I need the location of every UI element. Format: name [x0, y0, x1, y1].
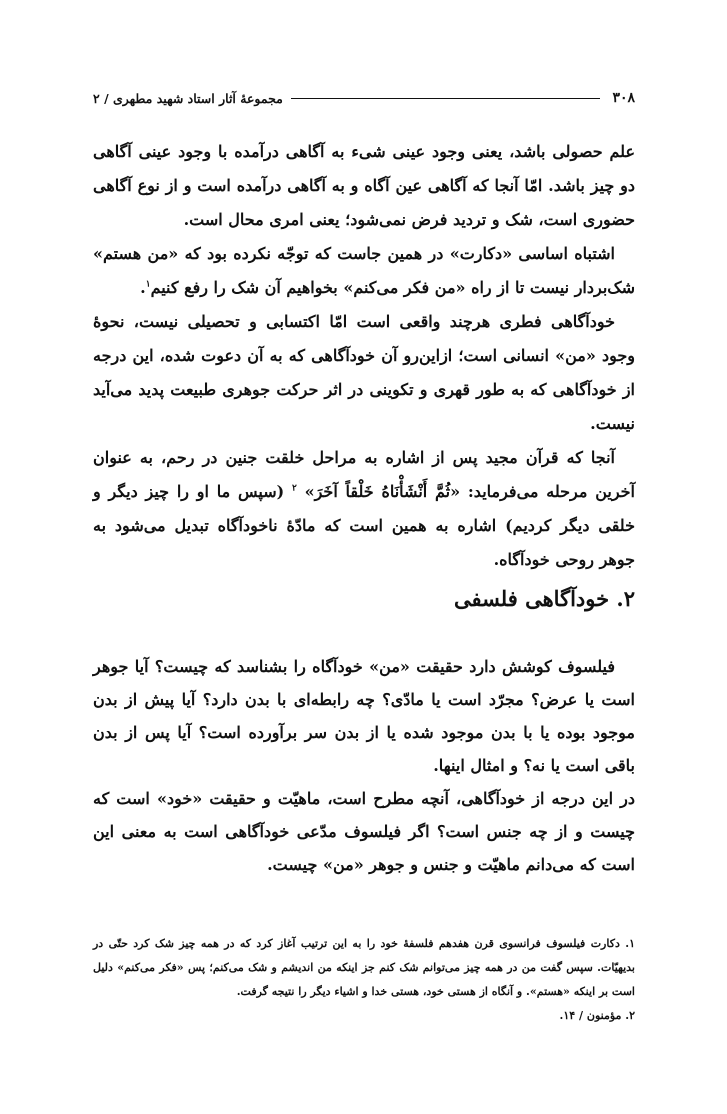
paragraph-text: (سپس ما او را چیز دیگر و خلقی دیگر کردیم) اشاره به همین است که مادّهٔ ناخودآگاه تبدیل می‌شود به جوهر روحی خودآگاه. — [93, 482, 635, 569]
period: . — [140, 278, 146, 297]
paragraph: فیلسوف کوشش دارد حقیقت «من» خودآگاه را بشناسد که چیست؟ آیا جوهر است یا عرض؟ مجرّد است یا مادّی؟ چه رابطه‌ای با بدن دارد؟ آیا پیش از بدن موجود بوده یا با بدن موجود شده یا از بدن سر برآورده است؟ آیا پس از بدن باقی است یا نه؟ و امثال اینها. — [93, 657, 635, 775]
paragraph — [93, 237, 635, 305]
paragraph: در این درجه از خودآگاهی، آنچه مطرح است، ماهیّت و حقیقت «خود» است که چیست و از چه جنس است؟ اگر فیلسوف مدّعی خودآگاهی است به معنی این است که می‌دانم ماهیّت و جنس و جوهر «من» چیست. — [93, 789, 635, 874]
paragraph-text: اشتباه اساسی «دکارت» در همین جاست که توجّه نکرده بود که «من هستم» شک‌بردار نیست تا از راه «من فکر می‌کنم» بخواهیم آن شک را رفع کنیم — [93, 244, 635, 297]
paragraph-text: آنجا که قرآن مجید پس از اشاره به مراحل خلقت جنین در رحم، به عنوان آخرین مرحله می‌فرماید: «ثُمَّ أَنْشَأْنَاهُ خَلْقاً آخَرَ» — [93, 448, 635, 501]
page-number: ۳۰۸ — [612, 90, 635, 106]
footnote-ref[interactable]: ۱ — [145, 279, 151, 290]
running-title: مجموعهٔ آثار استاد شهید مطهری / ۲ — [93, 90, 283, 106]
page-header — [93, 88, 635, 108]
paragraph: خودآگاهی فطری هرچند واقعی است امّا اکتسابی و تحصیلی نیست، نحوهٔ وجود «من» انسانی است؛ ازاین‌رو آن خودآگاهی که به آن دعوت شده، این درجه از خودآگاهی که به طور قهری و تکوینی در اثر حرکت جوهری طبیعت پدید می‌آید نیست. — [93, 312, 635, 433]
section-text — [93, 650, 635, 881]
paragraph — [93, 441, 635, 577]
main-text — [93, 135, 635, 577]
section-heading: ۲. خودآگاهی فلسفی — [453, 586, 635, 611]
footnote-ref[interactable]: ۲ — [291, 483, 297, 494]
header-rule — [291, 98, 601, 99]
paragraph: علم حصولی باشد، یعنی وجود عینی شیء به آگاهی درآمده با وجود عینی آگاهی دو چیز باشد. امّا آنجا که آگاهی عین آگاه و به آگاهی درآمده است و از نوع آگاهی حضوری است، شک و تردید فرض نمی‌شود؛ یعنی امری محال است. — [93, 142, 635, 229]
footnote: ۱. دکارت فیلسوف فرانسوی قرن هفدهم فلسفهٔ خود را به این ترتیب آغاز کرد که در همه چیز شک کرد حتّی در بدیهیّات. سپس گفت من در همه چیز می‌توانم شک کنم جز اینکه من اندیشم و شک می‌کنم؛ پس «فکر می‌کنم» دلیل است بر اینکه «هستم». و آنگاه از هستی خود، هستی خدا و اشیاء دیگر را نتیجه گرفت. — [93, 937, 635, 998]
footnote: ۲. مؤمنون / ۱۴. — [559, 1009, 635, 1022]
footnotes — [93, 932, 635, 1028]
